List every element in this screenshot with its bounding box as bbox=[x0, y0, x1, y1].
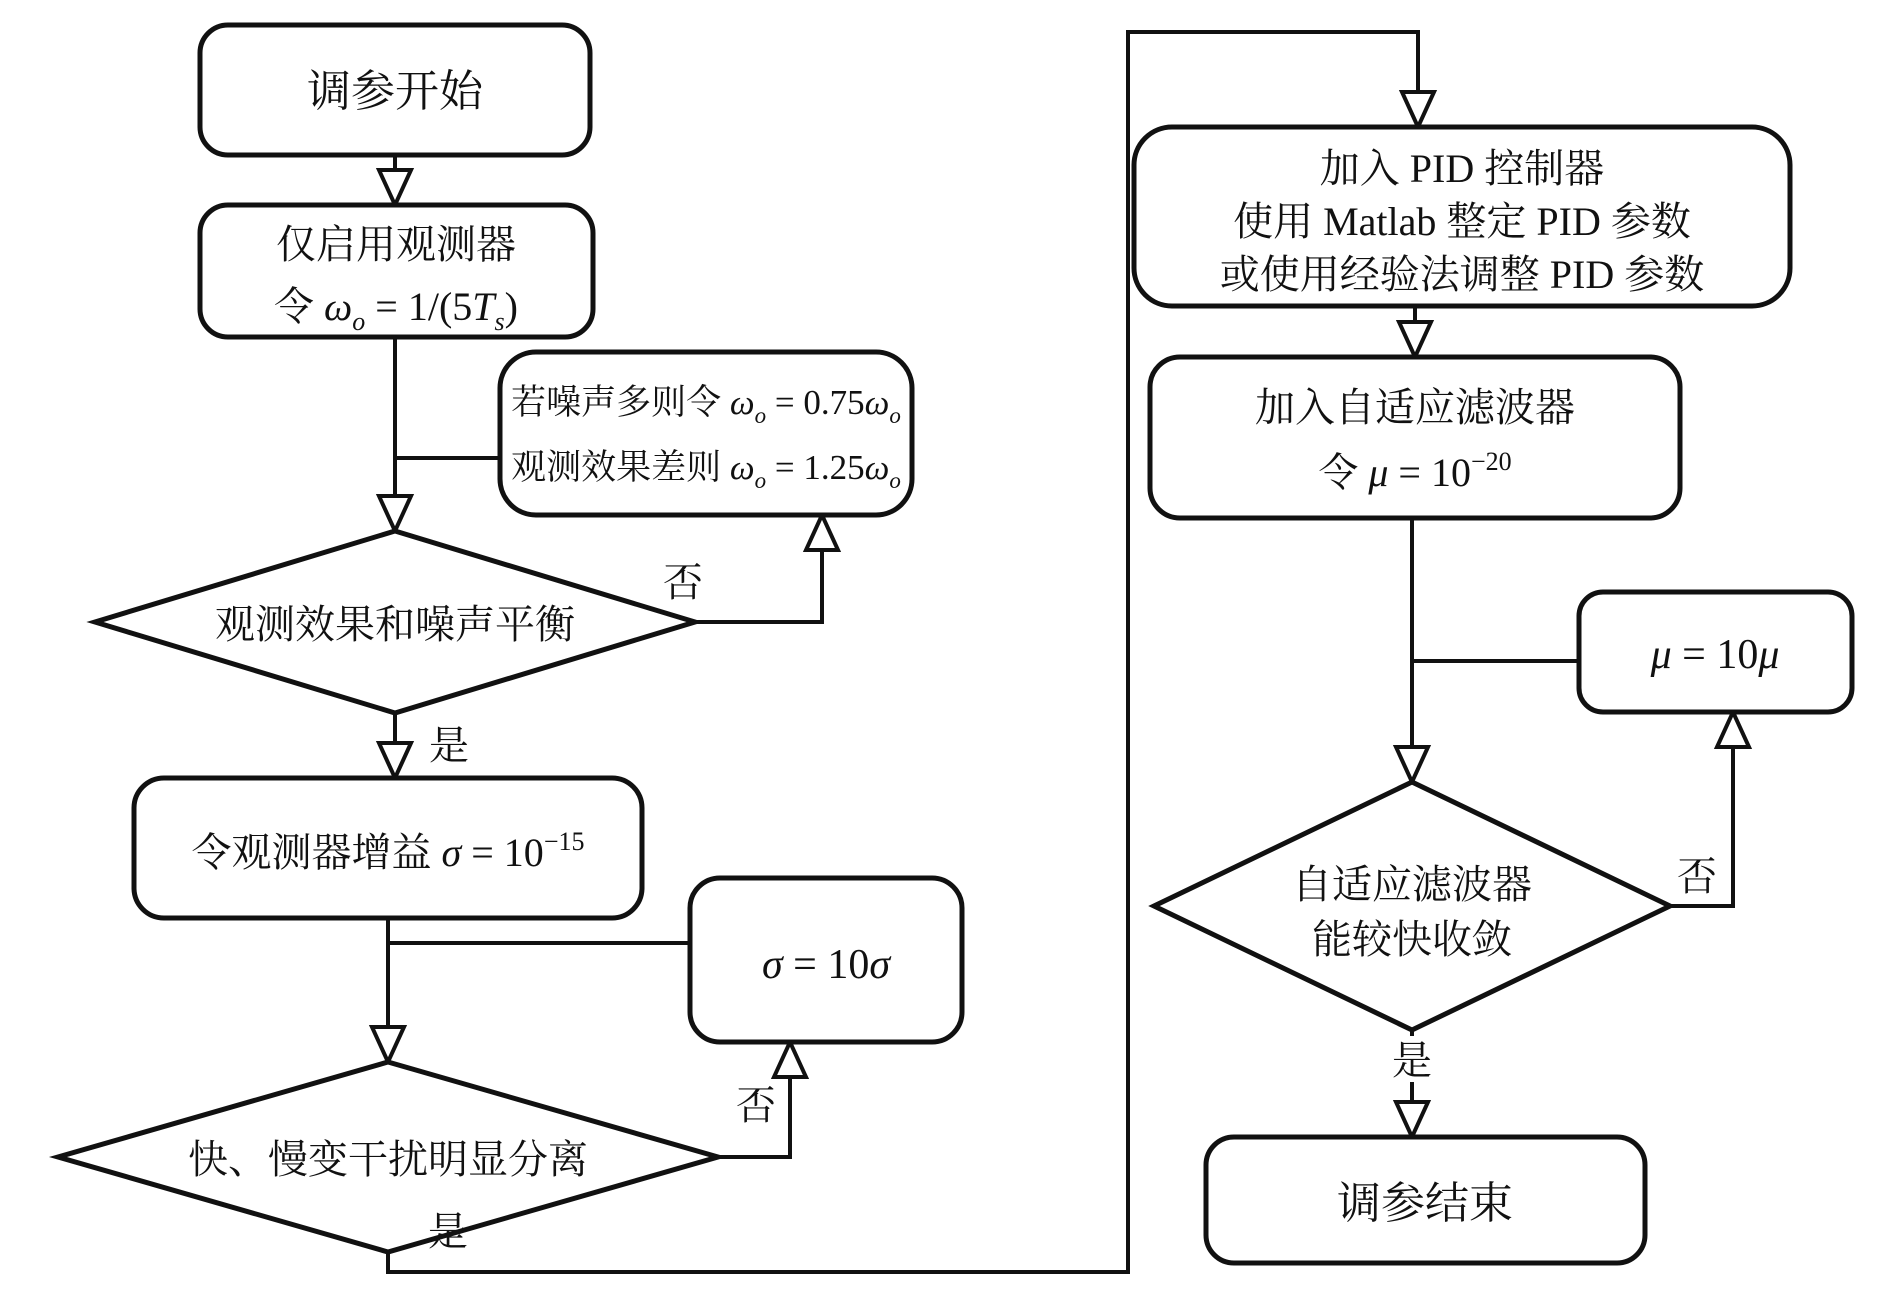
label-separation-no: 否 bbox=[736, 1083, 776, 1128]
node-start bbox=[200, 25, 590, 155]
arrowhead-down bbox=[379, 496, 411, 531]
node-observer-formula: 令 $\omega_o = 1/(5T_s)$ bbox=[274, 284, 518, 336]
decision-convergence-line2: 能较快收敛 bbox=[1312, 917, 1512, 962]
decision-separation-label: 快、慢变干扰明显分离 bbox=[188, 1137, 588, 1182]
edge-balance-no bbox=[695, 552, 822, 622]
node-pid-line1: 加入 PID 控制器 bbox=[1319, 146, 1605, 191]
arrowhead-down bbox=[372, 1027, 404, 1062]
arrowhead-down bbox=[1399, 322, 1431, 357]
node-pid-line2: 使用 Matlab 整定 PID 参数 bbox=[1233, 199, 1691, 244]
arrowhead-up bbox=[774, 1042, 806, 1077]
node-adaptive-formula: 令 $\mu = 10^{-20}$ bbox=[1318, 447, 1512, 495]
label-balance-yes: 是 bbox=[429, 723, 469, 768]
node-mu-update-formula: μ = 10μ bbox=[1650, 632, 1780, 678]
decision-balance bbox=[95, 531, 695, 713]
node-sigma-update bbox=[690, 878, 962, 1042]
decision-convergence bbox=[1154, 782, 1670, 1030]
node-gain-formula: 令观测器增益 $\sigma = 10^{-15}$ bbox=[191, 827, 585, 875]
node-pid bbox=[1134, 127, 1790, 306]
arrowhead-up bbox=[1717, 712, 1749, 747]
node-gain bbox=[134, 778, 642, 918]
node-start-label: 调参开始 bbox=[307, 67, 483, 116]
node-noise-line1: 若噪声多则令 $\omega_o = 0.75\omega_o$ bbox=[511, 383, 901, 428]
label-separation-yes: 是 bbox=[428, 1209, 468, 1254]
node-pid-line3: 或使用经验法调整 PID 参数 bbox=[1219, 252, 1705, 297]
node-noise-line2: 观测效果差则 $\omega_o = 1.25\omega_o$ bbox=[511, 448, 901, 493]
node-noise-adjust-box bbox=[500, 352, 912, 515]
arrowhead-down bbox=[379, 743, 411, 778]
arrowhead-up bbox=[806, 515, 838, 550]
node-noise-adjust bbox=[500, 352, 912, 515]
arrowhead-down bbox=[1396, 1102, 1428, 1137]
arrowhead-down bbox=[1402, 92, 1434, 127]
decision-convergence-line1: 自适应滤波器 bbox=[1292, 862, 1532, 907]
label-balance-no: 否 bbox=[663, 560, 703, 605]
node-end-label: 调参结束 bbox=[1337, 1179, 1513, 1228]
node-sigma-update-formula: σ = 10σ bbox=[761, 942, 891, 988]
decision-separation bbox=[58, 1062, 718, 1252]
node-mu-update bbox=[1579, 592, 1852, 712]
node-adaptive-filter bbox=[1150, 357, 1680, 518]
arrowhead-down bbox=[1396, 747, 1428, 782]
label-convergence-no: 否 bbox=[1677, 854, 1717, 899]
node-adaptive-line1: 加入自适应滤波器 bbox=[1255, 385, 1575, 430]
label-convergence-yes: 是 bbox=[1392, 1038, 1432, 1083]
node-end bbox=[1206, 1137, 1645, 1263]
node-observer-line1: 仅启用观测器 bbox=[276, 222, 516, 267]
arrowhead-down bbox=[379, 170, 411, 205]
node-observer bbox=[200, 205, 593, 337]
decision-balance-label: 观测效果和噪声平衡 bbox=[215, 602, 575, 647]
